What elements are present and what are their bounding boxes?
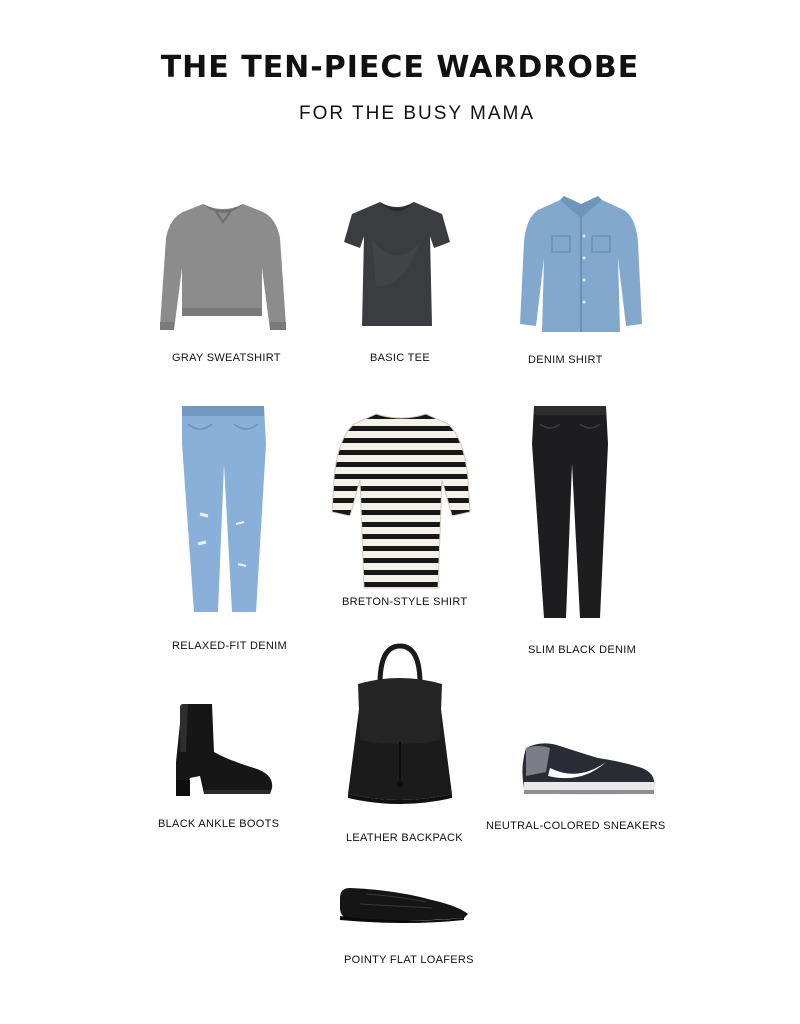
breton-shirt-icon [330,408,472,590]
page-subtitle: FOR THE BUSY MAMA [299,103,535,124]
item-label: NEUTRAL-COLORED SNEAKERS [486,820,666,832]
gray-sweatshirt-icon [158,198,288,338]
loafer-icon [336,884,470,924]
basic-tee-icon [342,200,452,328]
page-title: THE TEN-PIECE WARDROBE [160,50,640,85]
item-label: GRAY SWEATSHIRT [172,352,281,364]
item-relaxed-fit-denim [172,404,287,652]
item-black-ankle-boots [158,702,280,830]
item-basic-tee [342,200,452,364]
backpack-icon [344,644,456,804]
item-label: DENIM SHIRT [528,354,603,366]
item-label: SLIM BLACK DENIM [528,644,637,656]
item-label: RELAXED-FIT DENIM [172,640,287,652]
item-leather-backpack [344,644,463,844]
item-label: POINTY FLAT LOAFERS [344,954,474,966]
item-label: LEATHER BACKPACK [346,832,463,844]
slim-black-denim-icon [530,404,610,622]
item-sneakers [486,738,666,832]
item-denim-shirt [518,196,644,366]
item-gray-sweatshirt [158,198,288,364]
item-pointy-flat-loafers [336,884,474,966]
item-breton-shirt [330,408,472,608]
relaxed-fit-denim-icon [178,404,268,616]
ankle-boot-icon [170,702,276,798]
item-label: BLACK ANKLE BOOTS [158,818,280,830]
item-label: BRETON-STYLE SHIRT [342,596,468,608]
sneaker-icon [520,738,658,798]
item-label: BASIC TEE [370,352,430,364]
item-slim-black-denim [528,404,637,656]
denim-shirt-icon [518,196,644,346]
